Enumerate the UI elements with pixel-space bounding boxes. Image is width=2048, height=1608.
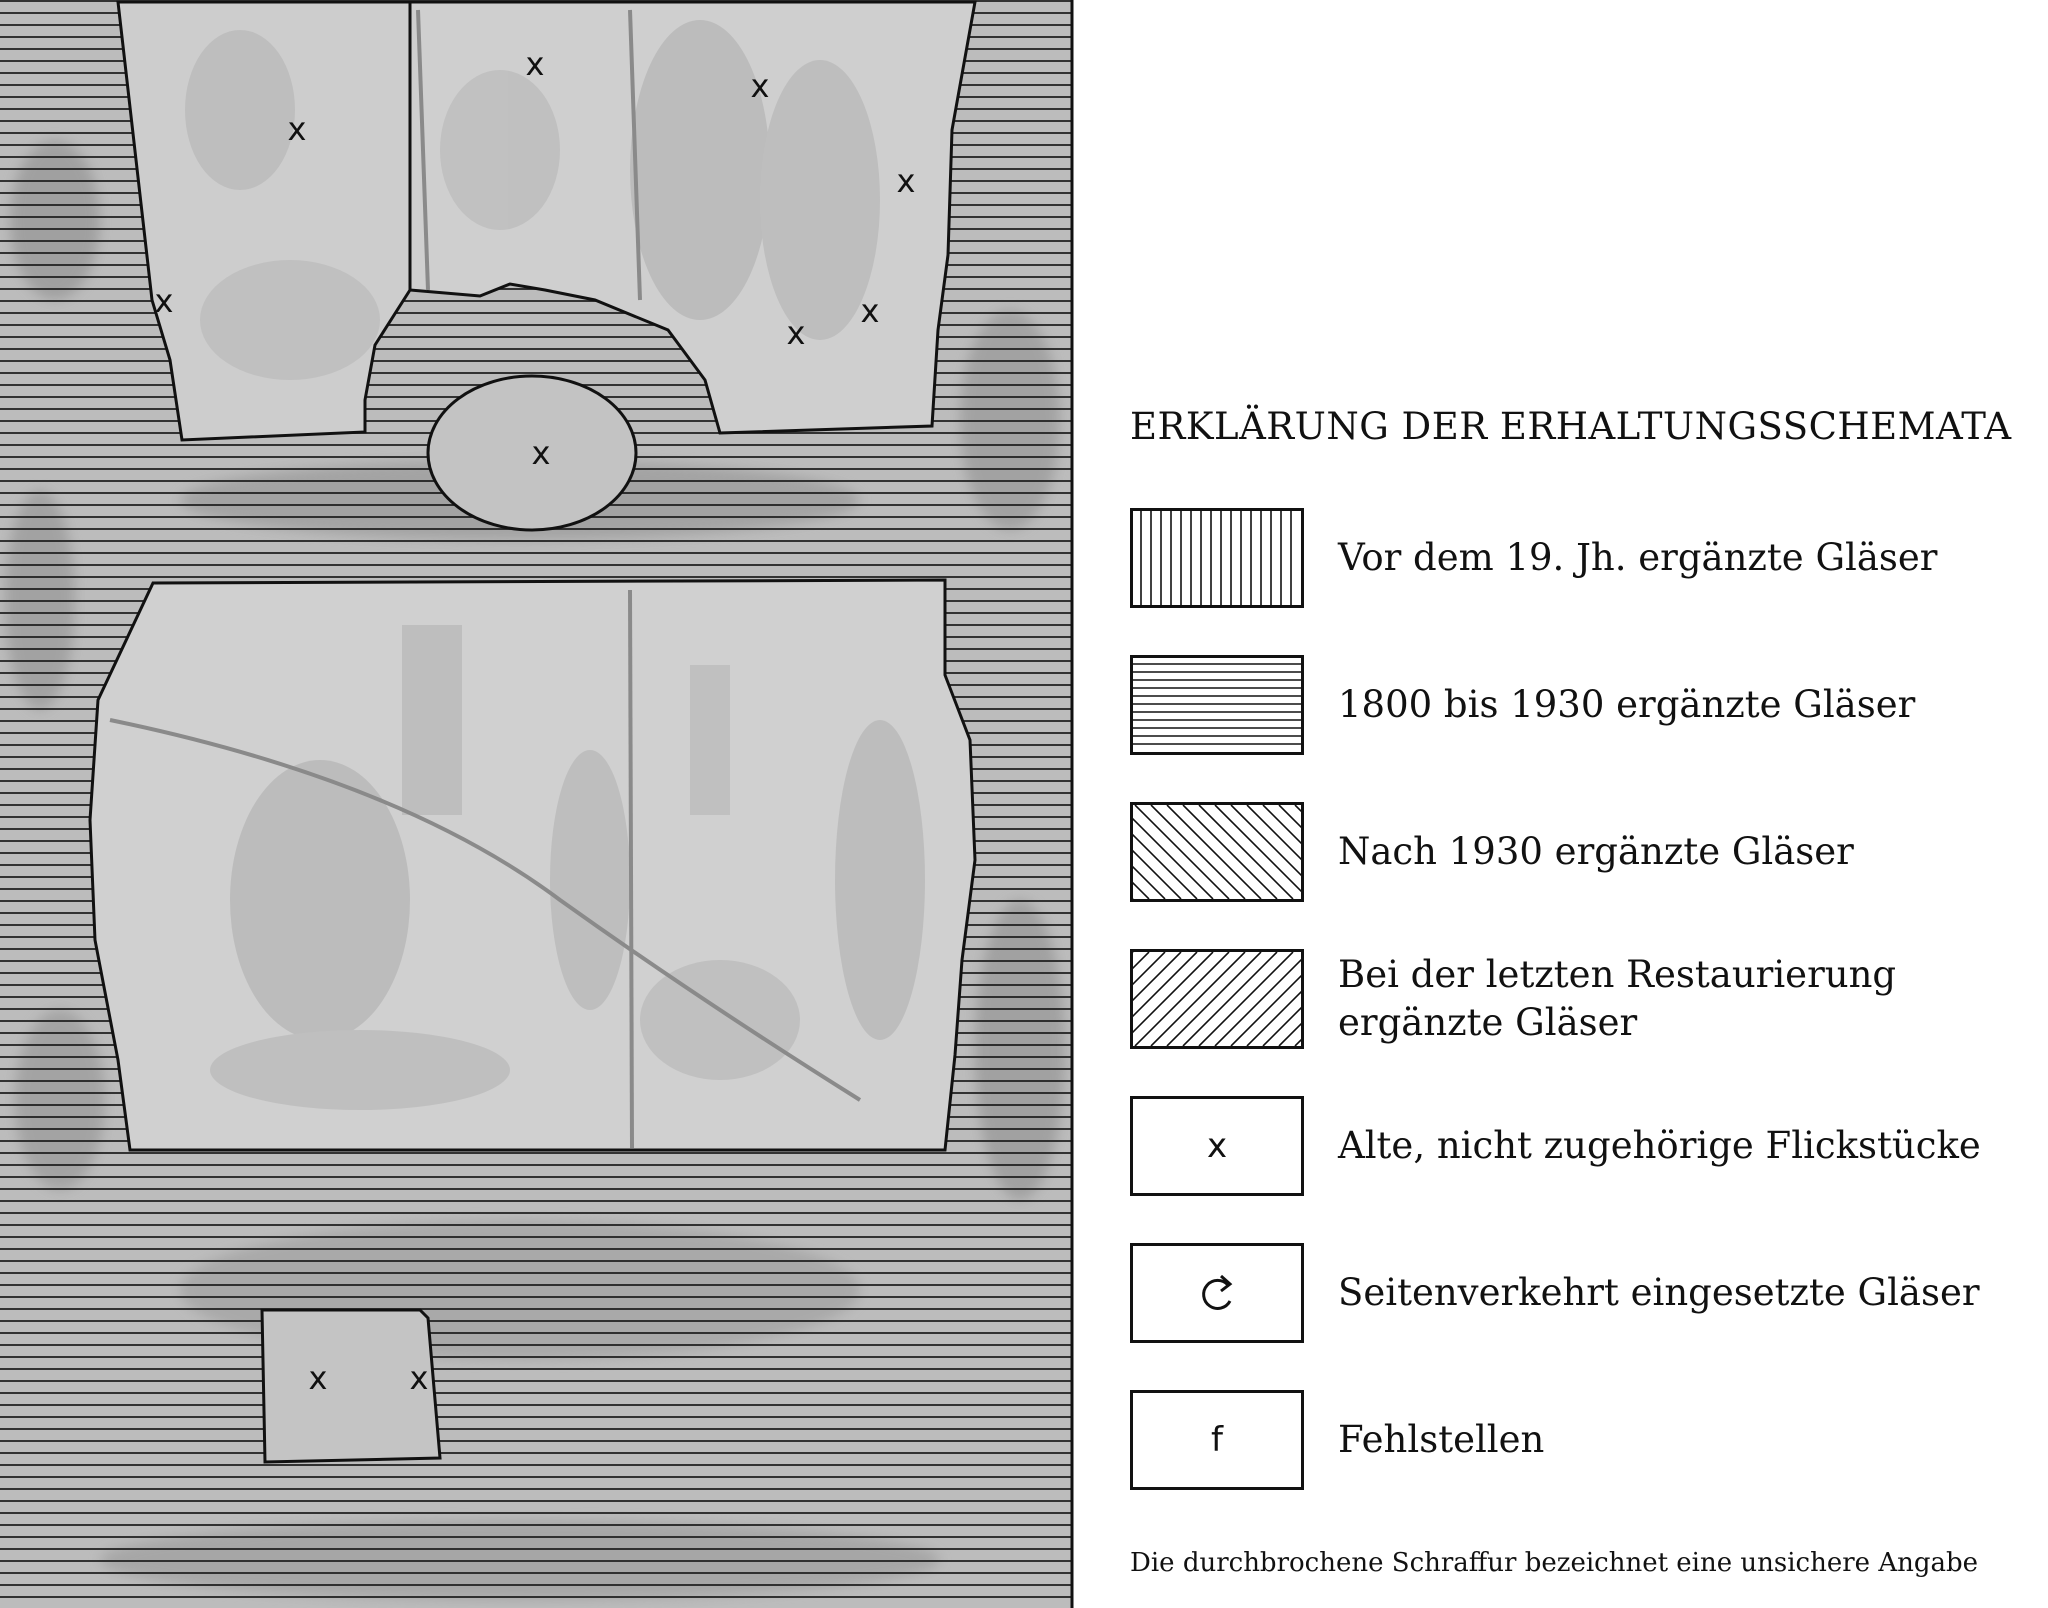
missing-swatch (1130, 1390, 1304, 1490)
diagonal-hatch-down-swatch (1130, 802, 1304, 902)
patch-mark: x (896, 162, 916, 200)
reverse-arrow-icon (1133, 1246, 1301, 1340)
patch-mark: x (786, 314, 806, 352)
legend-item-fehlstellen (1130, 1390, 2030, 1494)
legend-label: 1800 bis 1930 ergänzte Gläser (1338, 683, 1916, 726)
legend-label: Seitenverkehrt eingesetzte Gläser (1338, 1271, 1980, 1314)
legend-item-nach-1930 (1130, 802, 2030, 906)
horizontal-hatch-swatch (1130, 655, 1304, 755)
legend-item-1800-1930 (1130, 655, 2030, 759)
legend-title: ERKLÄRUNG DER ERHALTUNGSSCHEMATA (1130, 405, 2012, 448)
legend-footnote: Die durchbrochene Schraffur bezeichnet eine unsichere Angabe (1130, 1548, 1979, 1578)
vertical-hatch-swatch (1130, 508, 1304, 608)
patch-mark: x (525, 45, 545, 83)
legend-label: Fehlstellen (1338, 1418, 1545, 1461)
legend-label: Nach 1930 ergänzte Gläser (1338, 830, 1854, 873)
legend-item-flickstuecke (1130, 1096, 2030, 1200)
patch-mark: x (409, 1359, 429, 1397)
patch-mark: x (750, 67, 770, 105)
patch-mark: x (860, 292, 880, 330)
diagonal-hatch-up-swatch (1130, 949, 1304, 1049)
legend-item-vor-19-jh (1130, 508, 2030, 612)
f-symbol: f (1211, 1420, 1223, 1460)
legend-label: Vor dem 19. Jh. ergänzte Gläser (1338, 536, 1938, 579)
patch-mark: x (308, 1359, 328, 1397)
legend-item-letzte-restaurierung (1130, 949, 2030, 1053)
lead-line (630, 590, 632, 1148)
patch-mark: x (154, 282, 174, 320)
legend-item-seitenverkehrt (1130, 1243, 2030, 1347)
legend-label: Alte, nicht zugehörige Flickstücke (1338, 1124, 1981, 1167)
patch-swatch (1130, 1096, 1304, 1196)
x-mark-symbol: x (1206, 1126, 1228, 1166)
patch-mark: x (531, 434, 551, 472)
reverse-swatch (1130, 1243, 1304, 1343)
patch-mark: x (287, 110, 307, 148)
legend-label: Bei der letzten Restaurierung ergänzte Gläser (1338, 953, 1897, 1044)
